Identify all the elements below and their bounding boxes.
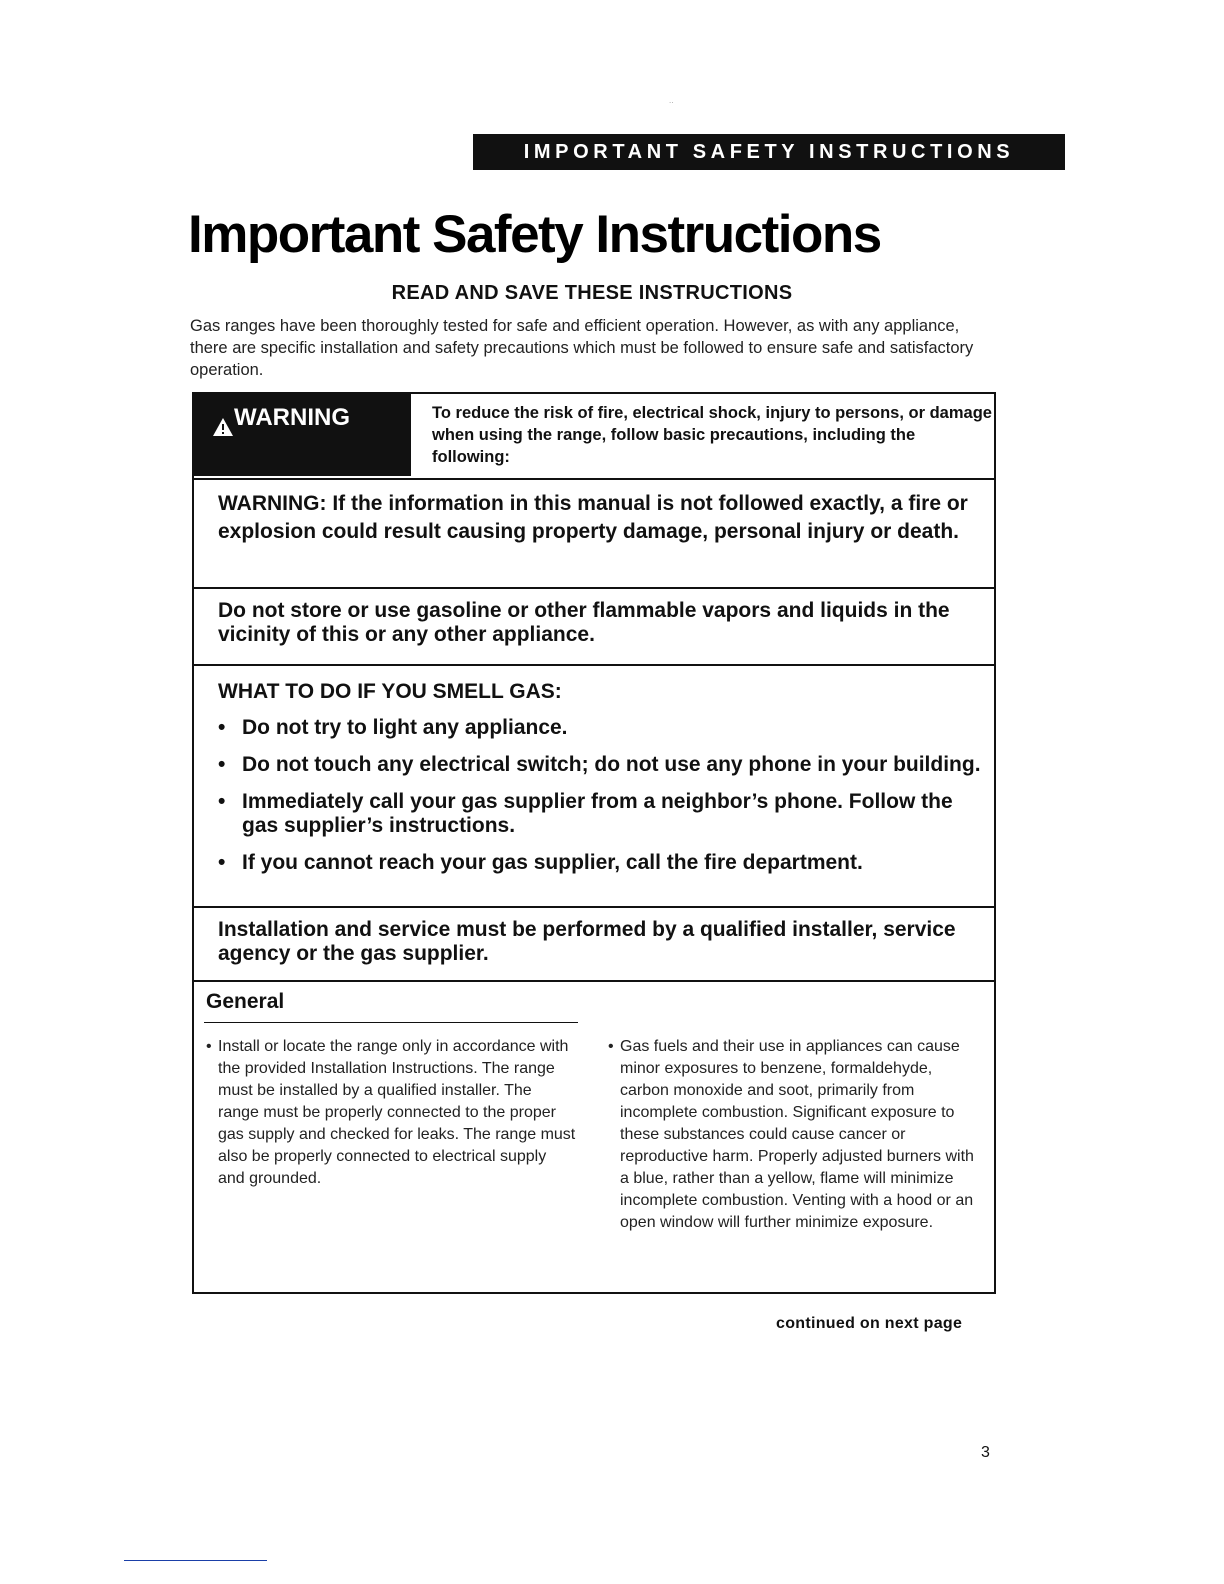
list-item: • If you cannot reach your gas supplier, call the fire department.: [218, 851, 988, 875]
manual-warning-text: WARNING: If the information in this manual is not followed exactly, a fire or explosion could result causing property damage, personal injury or death.: [218, 492, 968, 543]
warning-label: WARNING: [234, 404, 350, 431]
general-right-column: • Gas fuels and their use in appliances can cause minor exposures to benzene, formaldehyde, carbon monoxide and soot, primarily from incomplete combustion. Significant exposure to these substances could cause cancer or reproductive harm. Properly adjusted burners with a blue, rather than a yellow, flame will minimize incomplete combustion. Venting with a hood or an open window will further minimize exposure.: [606, 1036, 978, 1234]
scan-mark: ..: [669, 96, 674, 105]
page-subtitle: READ AND SAVE THESE INSTRUCTIONS: [391, 282, 793, 304]
warning-badge: [194, 394, 411, 476]
page-number: 3: [981, 1444, 990, 1461]
continued-note: continued on next page: [776, 1315, 963, 1332]
safety-box: [192, 392, 996, 1294]
list-item: • Do not touch any electrical switch; do not use any phone in your building.: [218, 753, 988, 777]
smell-gas-section: [194, 666, 994, 908]
smell-gas-list: [218, 716, 988, 888]
gasoline-text: Do not store or use gasoline or other flammable vapors and liquids in the vicinity of this or any other appliance.: [218, 599, 950, 646]
warning-row: [194, 394, 994, 480]
list-item: • Immediately call your gas supplier from a neighbor’s phone. Follow the gas supplier’s instructions.: [218, 790, 988, 838]
general-heading: General: [206, 990, 285, 1013]
footer-divider: [124, 1560, 267, 1561]
manual-warning-section: [194, 478, 994, 589]
list-item: • Do not try to light any appliance.: [218, 716, 988, 740]
smell-gas-heading: WHAT TO DO IF YOU SMELL GAS:: [218, 680, 562, 703]
general-divider: [204, 1022, 578, 1023]
installation-text: Installation and service must be performed by a qualified installer, service agency or the gas supplier.: [218, 918, 956, 965]
page-title: Important Safety Instructions: [188, 205, 881, 264]
warning-triangle-icon: [212, 406, 234, 454]
gasoline-section: [194, 589, 994, 666]
intro-paragraph: Gas ranges have been thoroughly tested for safe and efficient operation. However, as with any appliance, there are specific installation and safety precautions which must be followed to ensure safe and satisfactory operation.: [190, 317, 974, 379]
section-banner: IMPORTANT SAFETY INSTRUCTIONS: [473, 134, 1065, 170]
warning-text: To reduce the risk of fire, electrical shock, injury to persons, or damage when using the range, follow basic precautions, including the following:: [432, 404, 992, 466]
general-left-column: • Install or locate the range only in accordance with the provided Installation Instructions. The range must be installed by a qualified installer. The range must be properly connected to the proper gas supply and checked for leaks. The range must also be properly connected to electrical supply and grounded.: [204, 1036, 576, 1190]
installation-section: [194, 908, 994, 982]
